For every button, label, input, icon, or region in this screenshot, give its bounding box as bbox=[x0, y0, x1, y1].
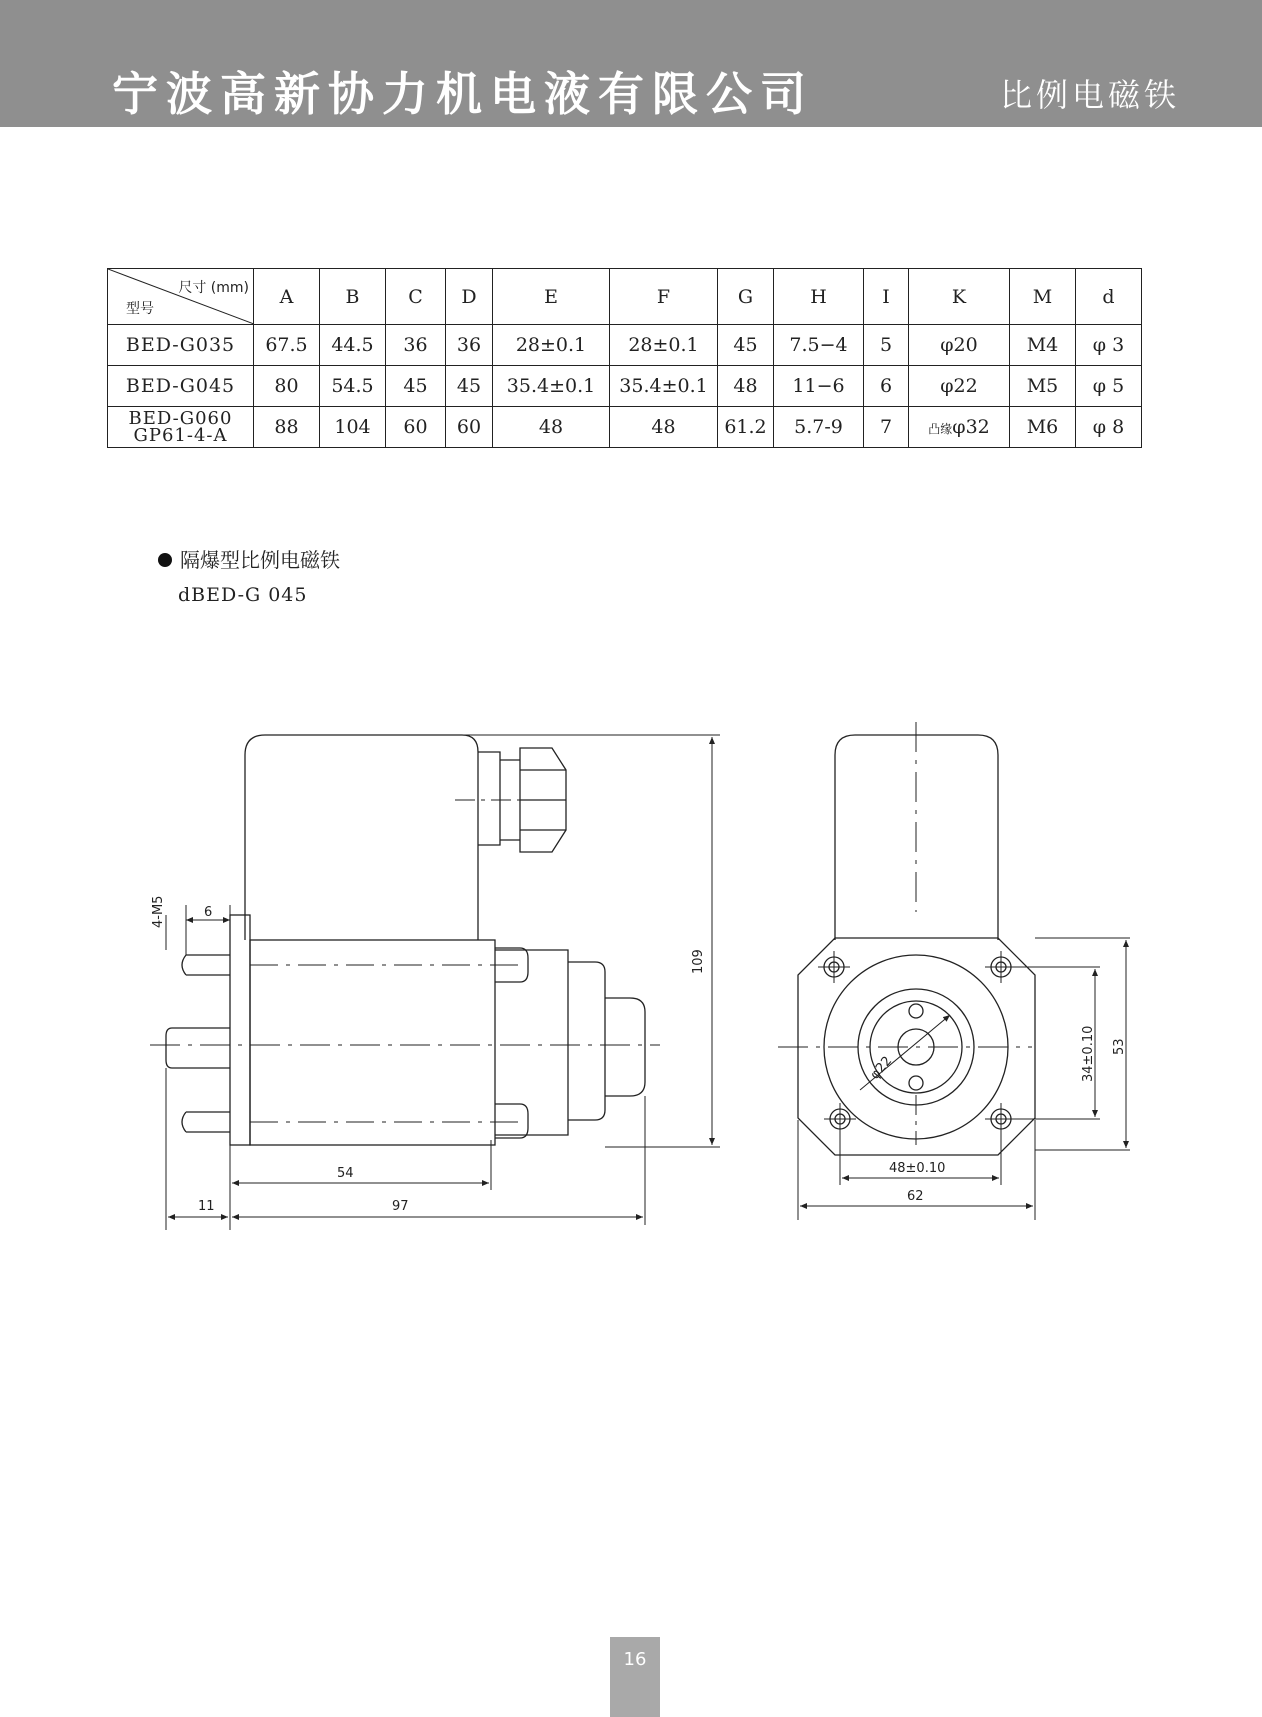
dim-center-dia: φ22 bbox=[867, 1053, 896, 1083]
table-cell: 60 bbox=[386, 407, 446, 448]
table-cell: φ 3 bbox=[1076, 325, 1142, 366]
flange-plate bbox=[230, 915, 250, 1145]
model-line: GP61-4-A bbox=[133, 425, 228, 446]
column-header: H bbox=[774, 269, 864, 325]
rear-step bbox=[495, 950, 568, 1135]
mounting-hole bbox=[818, 951, 850, 983]
table-cell: M6 bbox=[1010, 407, 1076, 448]
table-cell: φ 5 bbox=[1076, 366, 1142, 407]
model-cell: BED-G035 bbox=[108, 325, 254, 366]
column-header: G bbox=[718, 269, 774, 325]
table-cell: 48 bbox=[610, 407, 718, 448]
table-cell: 11−6 bbox=[774, 366, 864, 407]
section-model: dBED-G 045 bbox=[178, 584, 308, 606]
table-cell: 44.5 bbox=[320, 325, 386, 366]
dim-thread-label: 4-M5 bbox=[151, 895, 166, 928]
rear-boss bbox=[568, 962, 605, 1120]
table-cell: M4 bbox=[1010, 325, 1076, 366]
coil-cover bbox=[245, 735, 478, 940]
page-number-tab bbox=[610, 1637, 660, 1717]
table-cell: 6 bbox=[864, 366, 909, 407]
column-header: A bbox=[254, 269, 320, 325]
dim-hole-spacing-v: 34±0.10 bbox=[1081, 1025, 1096, 1082]
dim-height: 109 bbox=[691, 949, 706, 974]
table-cell: 67.5 bbox=[254, 325, 320, 366]
table-cell: 28±0.1 bbox=[610, 325, 718, 366]
table-cell: 61.2 bbox=[718, 407, 774, 448]
table-cell: 45 bbox=[386, 366, 446, 407]
model-cell: BED-G045 bbox=[108, 366, 254, 407]
table-cell: 35.4±0.1 bbox=[493, 366, 610, 407]
table-cell: 88 bbox=[254, 407, 320, 448]
column-header: B bbox=[320, 269, 386, 325]
column-header: I bbox=[864, 269, 909, 325]
column-header: F bbox=[610, 269, 718, 325]
table-cell: 36 bbox=[446, 325, 493, 366]
table-cell: 28±0.1 bbox=[493, 325, 610, 366]
table-cell: 7.5−4 bbox=[774, 325, 864, 366]
dim-body: 54 bbox=[337, 1166, 354, 1181]
section-title-text: 隔爆型比例电磁铁 bbox=[180, 548, 340, 572]
table-cell: 80 bbox=[254, 366, 320, 407]
column-header: d bbox=[1076, 269, 1142, 325]
corner-dimension-label: 尺寸 (mm) bbox=[178, 280, 249, 296]
product-category: 比例电磁铁 bbox=[999, 76, 1180, 114]
dim-thread-offset: 6 bbox=[204, 905, 213, 920]
table-cell: 35.4±0.1 bbox=[610, 366, 718, 407]
table-cell: 104 bbox=[320, 407, 386, 448]
center-pin bbox=[166, 1028, 230, 1068]
table-cell: 54.5 bbox=[320, 366, 386, 407]
dim-hole-spacing-h: 48±0.10 bbox=[889, 1161, 946, 1176]
table-cell: φ 8 bbox=[1076, 407, 1142, 448]
column-header: D bbox=[446, 269, 493, 325]
dim-flange-h: 62 bbox=[907, 1189, 924, 1204]
dim-length: 97 bbox=[392, 1199, 409, 1214]
table-cell: 45 bbox=[718, 325, 774, 366]
column-header: K bbox=[909, 269, 1010, 325]
table-cell: 5 bbox=[864, 325, 909, 366]
upper-bolt bbox=[182, 955, 230, 975]
flange-prefix: 凸缘 bbox=[928, 422, 953, 436]
table-cell: 48 bbox=[718, 366, 774, 407]
table-cell: 36 bbox=[386, 325, 446, 366]
table-cell: M5 bbox=[1010, 366, 1076, 407]
company-name: 宁波高新协力机电液有限公司 bbox=[112, 67, 814, 121]
table-cell: 48 bbox=[493, 407, 610, 448]
table-cell-value: φ32 bbox=[952, 416, 990, 438]
table-cell: 5.7-9 bbox=[774, 407, 864, 448]
table-cell: φ22 bbox=[909, 366, 1010, 407]
dim-pin: 11 bbox=[198, 1199, 215, 1214]
end-spigot bbox=[605, 998, 645, 1096]
model-line: BED-G060 bbox=[128, 408, 233, 429]
side-view bbox=[150, 735, 720, 1230]
table-cell: 7 bbox=[864, 407, 909, 448]
column-header: C bbox=[386, 269, 446, 325]
dim-flange-v: 53 bbox=[1112, 1038, 1127, 1055]
column-header: E bbox=[493, 269, 610, 325]
table-cell: 60 bbox=[446, 407, 493, 448]
page-number: 16 bbox=[623, 1649, 647, 1670]
lower-bolt bbox=[182, 1112, 230, 1132]
cable-gland bbox=[478, 752, 500, 845]
main-body bbox=[250, 940, 495, 1145]
corner-model-label: 型号 bbox=[126, 301, 154, 317]
column-header: M bbox=[1010, 269, 1076, 325]
table-cell: φ20 bbox=[909, 325, 1010, 366]
front-view bbox=[778, 722, 1130, 1220]
table-cell: 45 bbox=[446, 366, 493, 407]
